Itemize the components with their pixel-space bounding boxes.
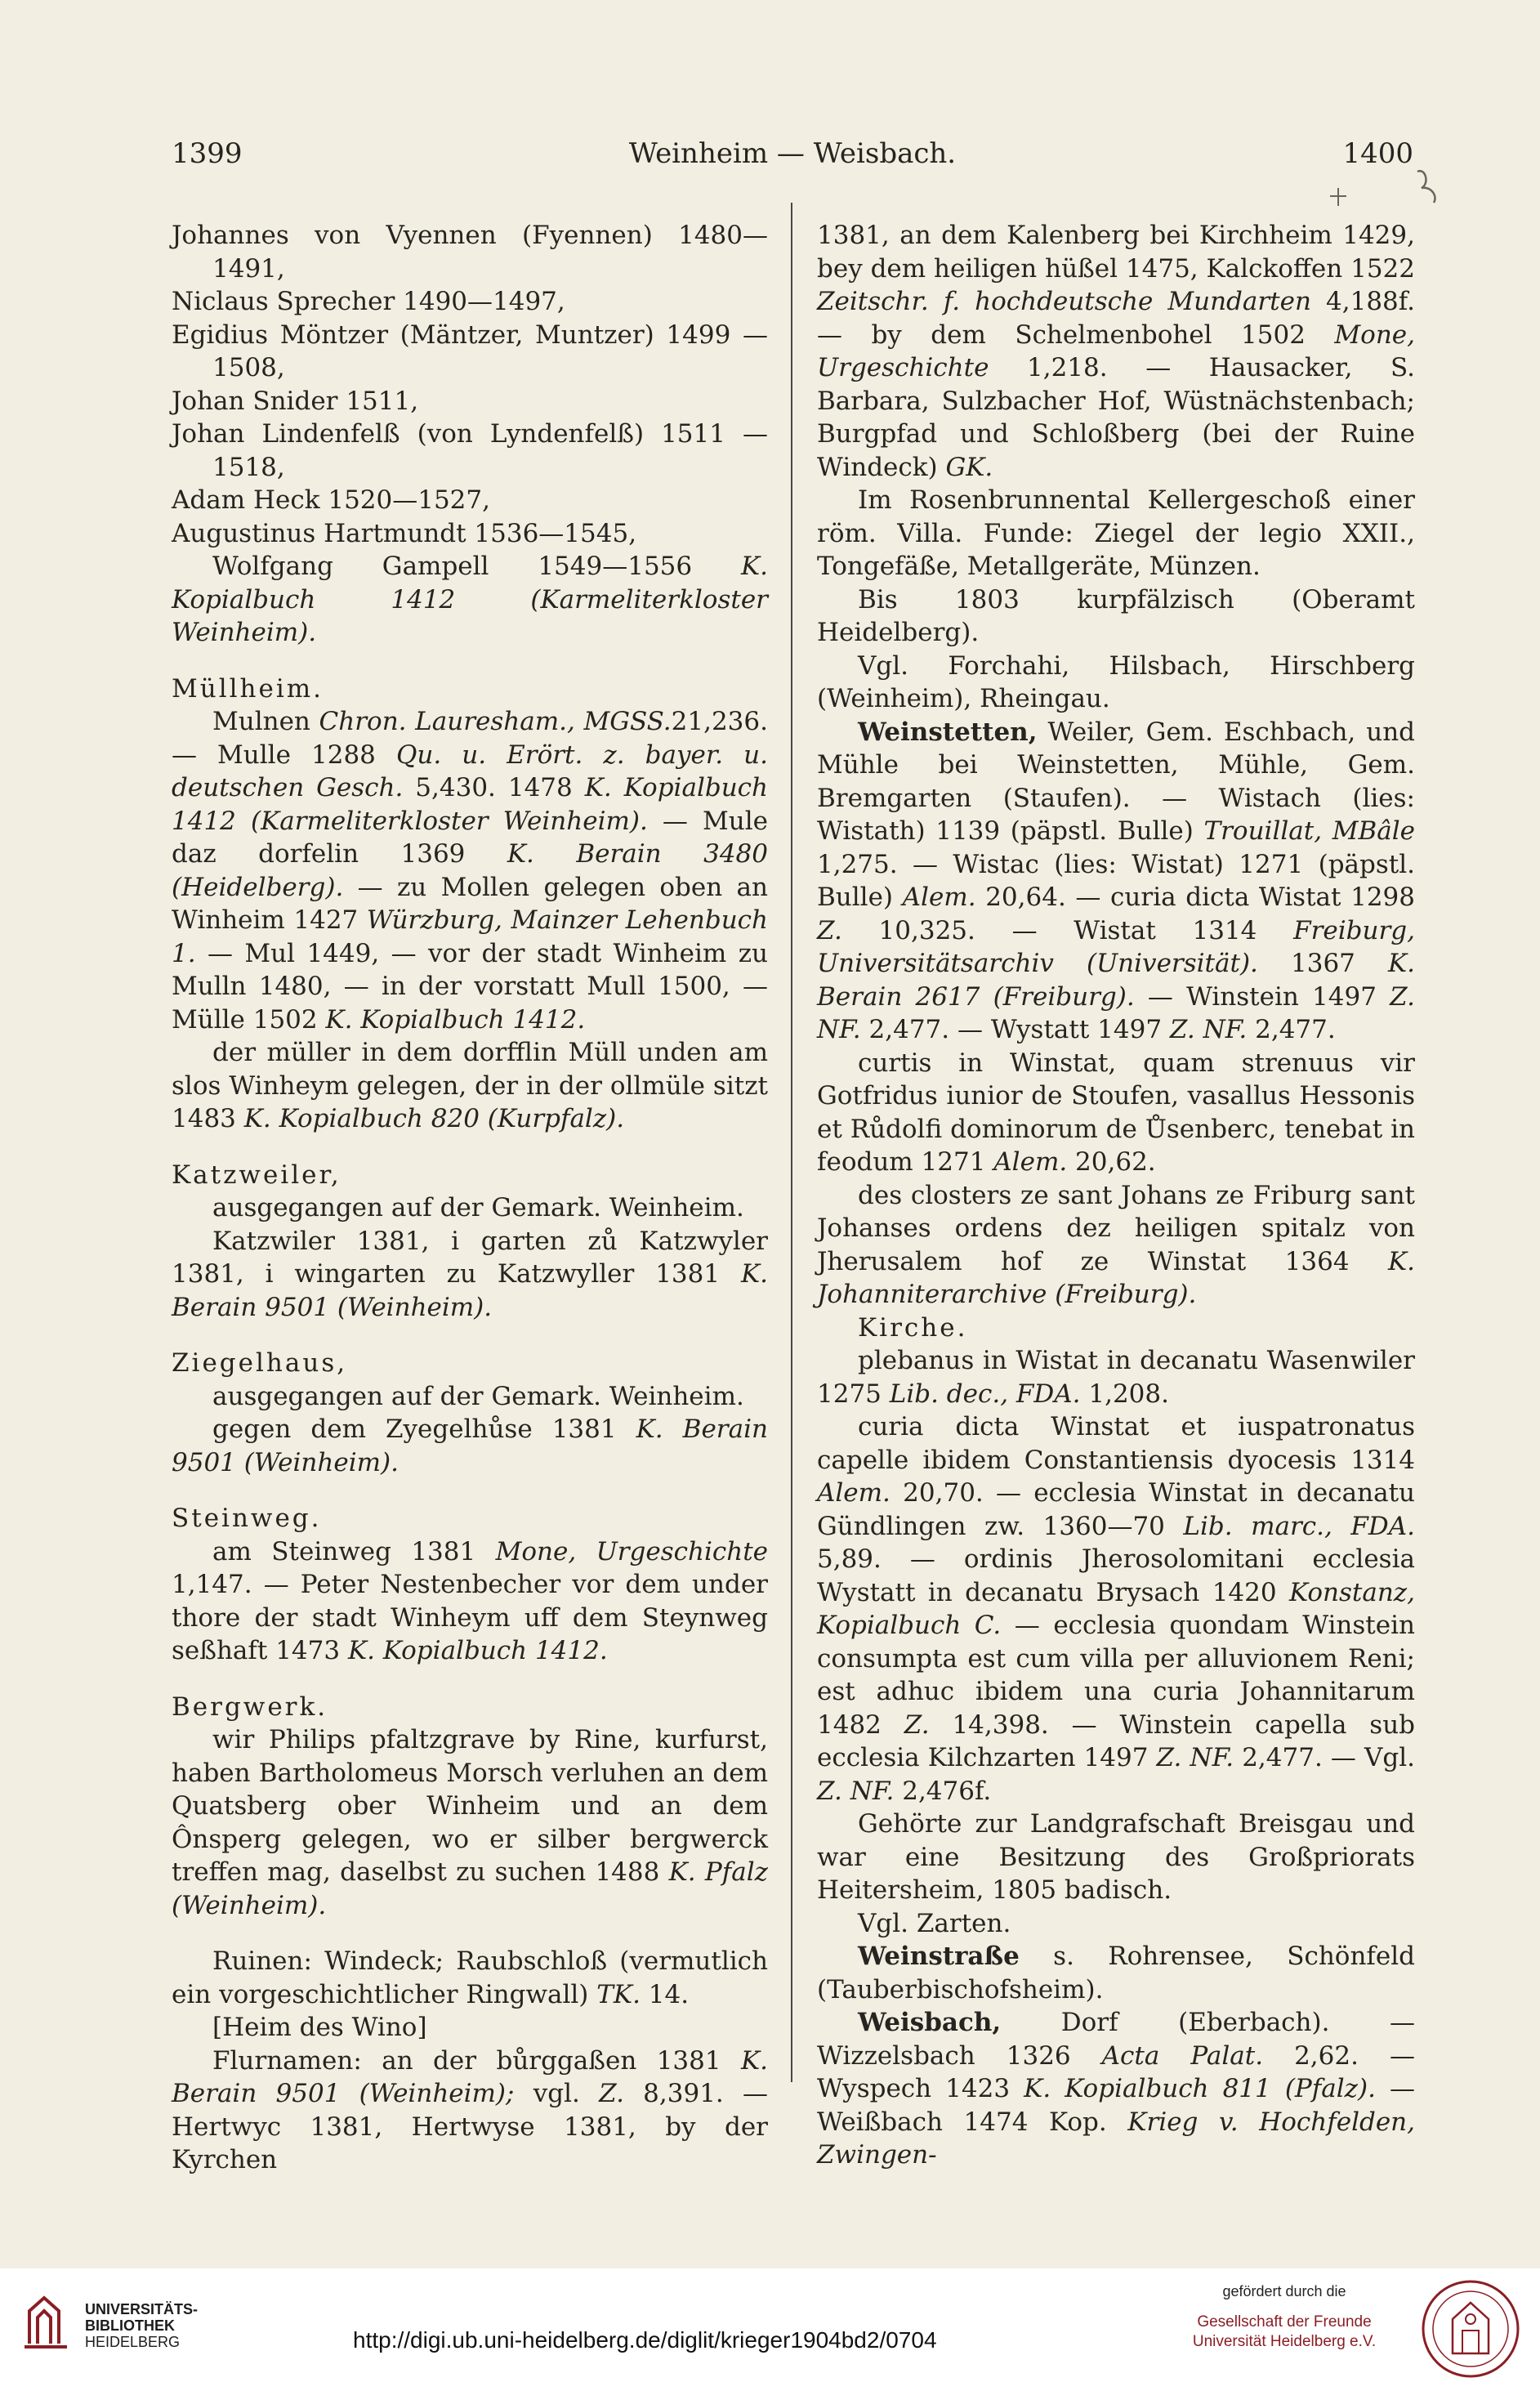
lemma: Weinstraße xyxy=(858,1942,1020,1971)
entry-text: Weinstraße s. Rohrensee, Schönfeld (Tauberbischofsheim). xyxy=(817,1942,1415,2004)
entry-text: Egidius Möntzer (Mäntzer, Muntzer) 1499 —1508, xyxy=(172,320,768,382)
ub-heidelberg-logo-icon xyxy=(23,2293,72,2350)
running-title: Weinheim — Weisbach. xyxy=(628,137,957,170)
right-column xyxy=(817,219,1415,2172)
entry-text: gegen dem Zyegelhůse 1381 K. Berain 9501 (Weinheim). xyxy=(172,1414,768,1477)
entry-text: Johan Snider 1511, xyxy=(172,386,419,416)
left-column xyxy=(172,219,768,2177)
entry-text: Ruinen: Windeck; Raubschloß (vermutlich ein vorgeschichtlicher Ringwall) TK. 14. xyxy=(172,1946,768,2009)
section-heading: Müllheim. xyxy=(172,673,324,704)
entry-text: Gehörte zur Landgrafschaft Breisgau und war eine Besitzung des Großpriorats Heitersheim, 1805 badisch. xyxy=(817,1809,1415,1905)
entry-text: am Steinweg 1381 Mone, Urgeschichte 1,147. — Peter Nestenbecher vor dem under thore der stadt Winheym uff dem Steynweg seßhaft 1473 K. Kopialbuch 1412. xyxy=(172,1536,768,1665)
library-name: UNIVERSITÄTS- BIBLIOTHEK HEIDELBERG xyxy=(85,2301,199,2350)
column-divider xyxy=(791,203,792,2082)
entry-text: Niclaus Sprecher 1490—1497, xyxy=(172,287,565,316)
digitization-footer xyxy=(0,2268,1540,2391)
entry-text: Katzwiler 1381, i garten zů Katzwyler 1381, i wingarten zu Katzwyller 1381 K. Berain 9501 (Weinheim). xyxy=(172,1226,768,1322)
page-number-right: 1400 xyxy=(1342,137,1413,170)
entry-text: Vgl. Zarten. xyxy=(858,1908,1011,1938)
university-seal-icon xyxy=(1420,2278,1521,2380)
entry-text: Weinstetten, Weiler, Gem. Eschbach, und Mühle bei Weinstetten, Mühle, Gem. Bremgarten (Staufen). — Wistach (lies: Wistath) 1139 (päpstl. Bulle) Trouillat, MBâle 1,275. — Wistac (lies: Wistat) 1271 (päpstl. Bulle) Alem. 20,64. — curia dicta Wistat 1298 Z. 10,325. — Wistat 1314 Freiburg, Universitätsarchiv (Universität). 1367 K. Berain 2617 (Freiburg). — Winstein 1497 Z. NF. 2,477. — Wystatt 1497 Z. NF. 2,477. xyxy=(817,717,1415,1044)
section-heading: Bergwerk. xyxy=(172,1692,328,1722)
entry-text: plebanus in Wistat in decanatu Wasenwiler 1275 Lib. dec., FDA. 1,208. xyxy=(817,1346,1415,1409)
entry-text: ausgegangen auf der Gemark. Weinheim. xyxy=(212,1193,744,1222)
entry-text: Mulnen Chron. Lauresham., MGSS.21,236. — Mulle 1288 Qu. u. Erört. z. bayer. u. deutschen Gesch. 5,430. 1478 K. Kopialbuch 1412 (Karmeliterkloster Weinheim). — Mule daz dorfelin 1369 K. Berain 3480 (Heidelberg). — zu Mollen gelegen oben an Winheim 1427 Würzburg, Mainzer Lehenbuch 1. — Mul 1449, — vor der stadt Winheim zu Mulln 1480, — in der vorstatt Mull 1500, — Mülle 1502 K. Kopialbuch 1412. xyxy=(172,707,769,1035)
entry-text: Vgl. Forchahi, Hilsbach, Hirschberg (Weinheim), Rheingau. xyxy=(817,650,1415,713)
permalink-url[interactable]: http://digi.ub.uni-heidelberg.de/diglit/krieger1904bd2/0704 xyxy=(353,2327,937,2353)
entry-text: 1381, an dem Kalenberg bei Kirchheim 1429, bey dem heiligen hüßel 1475, Kalckoffen 1522 Zeitschr. f. hochdeutsche Mundarten 4,188f. — by dem Schelmenbohel 1502 Mone, Urgeschichte 1,218. — Hausacker, S. Barbara, Sulzbacher Hof, Wüstnächstenbach; Burgpfad und Schloßberg (bei der Ruine Windeck) GK. xyxy=(817,221,1415,482)
section-heading: Kirche. xyxy=(858,1312,968,1343)
entry-text: [Heim des Wino] xyxy=(212,2013,427,2042)
entry-text: Weisbach, Dorf (Eberbach). — Wizzelsbach 1326 Acta Palat. 2,62. — Wyspech 1423 K. Kopialbuch 811 (Pfalz). — Weißbach 1474 Kop. Krieg v. Hochfelden, Zwingen- xyxy=(817,2008,1416,2170)
entry-text: ausgegangen auf der Gemark. Weinheim. xyxy=(212,1381,744,1411)
entry-text: Johannes von Vyennen (Fyennen) 1480—1491, xyxy=(172,221,768,284)
entry-text: Im Rosenbrunnental Kellergeschoß einer röm. Villa. Funde: Ziegel der legio XXII., Tongefäße, Metallgeräte, Münzen. xyxy=(817,485,1415,581)
entry-text: curia dicta Winstat et iuspatronatus capelle ibidem Constantiensis dyocesis 1314 Alem. 20,70. — ecclesia Winstat in decanatu Gündlingen zw. 1360—70 Lib. marc., FDA. 5,89. — ordinis Jherosolomitani ecclesia Wystatt in decanatu Brysach 1420 Konstanz, Kopialbuch C. — ecclesia quondam Winstein consumpta est cum villa per alluvionem Reni; est adhuc ibidem una curia Johannitarum 1482 Z. 14,398. — Winstein capella sub ecclesia Kilchzarten 1497 Z. NF. 2,477. — Vgl. Z. NF. 2,476f. xyxy=(817,1412,1416,1806)
entry-text: curtis in Winstat, quam strenuus vir Gotfridus iunior de Stoufen, vasallus Hessonis et Růdolfi dominorum de Ůsenberc, tenebat in feodum 1271 Alem. 20,62. xyxy=(817,1048,1415,1177)
funding-note: gefördert durch die Gesellschaft der Freunde Universität Heidelberg e.V. xyxy=(1192,2283,1377,2350)
entry-text: wir Philips pfaltzgrave by Rine, kurfurst, haben Bartholomeus Morsch verluhen an dem Quatsberg ober Winheim und an dem Ônsperg gelegen, wo er silber bergwerck treffen mag, daselbst zu suchen 1488 K. Pfalz (Weinheim). xyxy=(172,1725,768,1920)
entry-text: Adam Heck 1520—1527, xyxy=(172,485,490,515)
entry-text: Johan Lindenfelß (von Lyndenfelß) 1511 —1518, xyxy=(172,419,768,482)
entry-text: des closters ze sant Johans ze Friburg sant Johanses ordens dez heiligen spitalz von Jherusalem hof ze Winstat 1364 K. Johanniterarchive (Freiburg). xyxy=(817,1180,1415,1309)
entry-text: Flurnamen: an der bůrggaßen 1381 K. Berain 9501 (Weinheim); vgl. Z. 8,391. — Hertwyc 1381, Hertwyse 1381, by der Kyrchen xyxy=(172,2045,768,2174)
lemma: Weisbach, xyxy=(858,2008,1002,2037)
section-heading: Ziegelhaus, xyxy=(172,1348,348,1378)
lemma: Weinstetten, xyxy=(858,717,1038,747)
entry-text: Bis 1803 kurpfälzisch (Oberamt Heidelberg). xyxy=(817,584,1415,647)
entry-text: der müller in dem dorfflin Müll unden am slos Winheym gelegen, der in der ollmüle sitzt 1483 K. Kopialbuch 820 (Kurpfalz). xyxy=(172,1038,768,1133)
section-heading: Steinweg. xyxy=(172,1504,322,1533)
section-heading: Katzweiler, xyxy=(172,1160,341,1190)
page-number-left: 1399 xyxy=(172,137,243,170)
entry-text: Wolfgang Gampell 1549—1556 K. Kopialbuch 1412 (Karmeliterkloster Weinheim). xyxy=(172,552,768,647)
running-header xyxy=(172,137,1413,178)
entry-text: Augustinus Hartmundt 1536—1545, xyxy=(172,518,637,548)
